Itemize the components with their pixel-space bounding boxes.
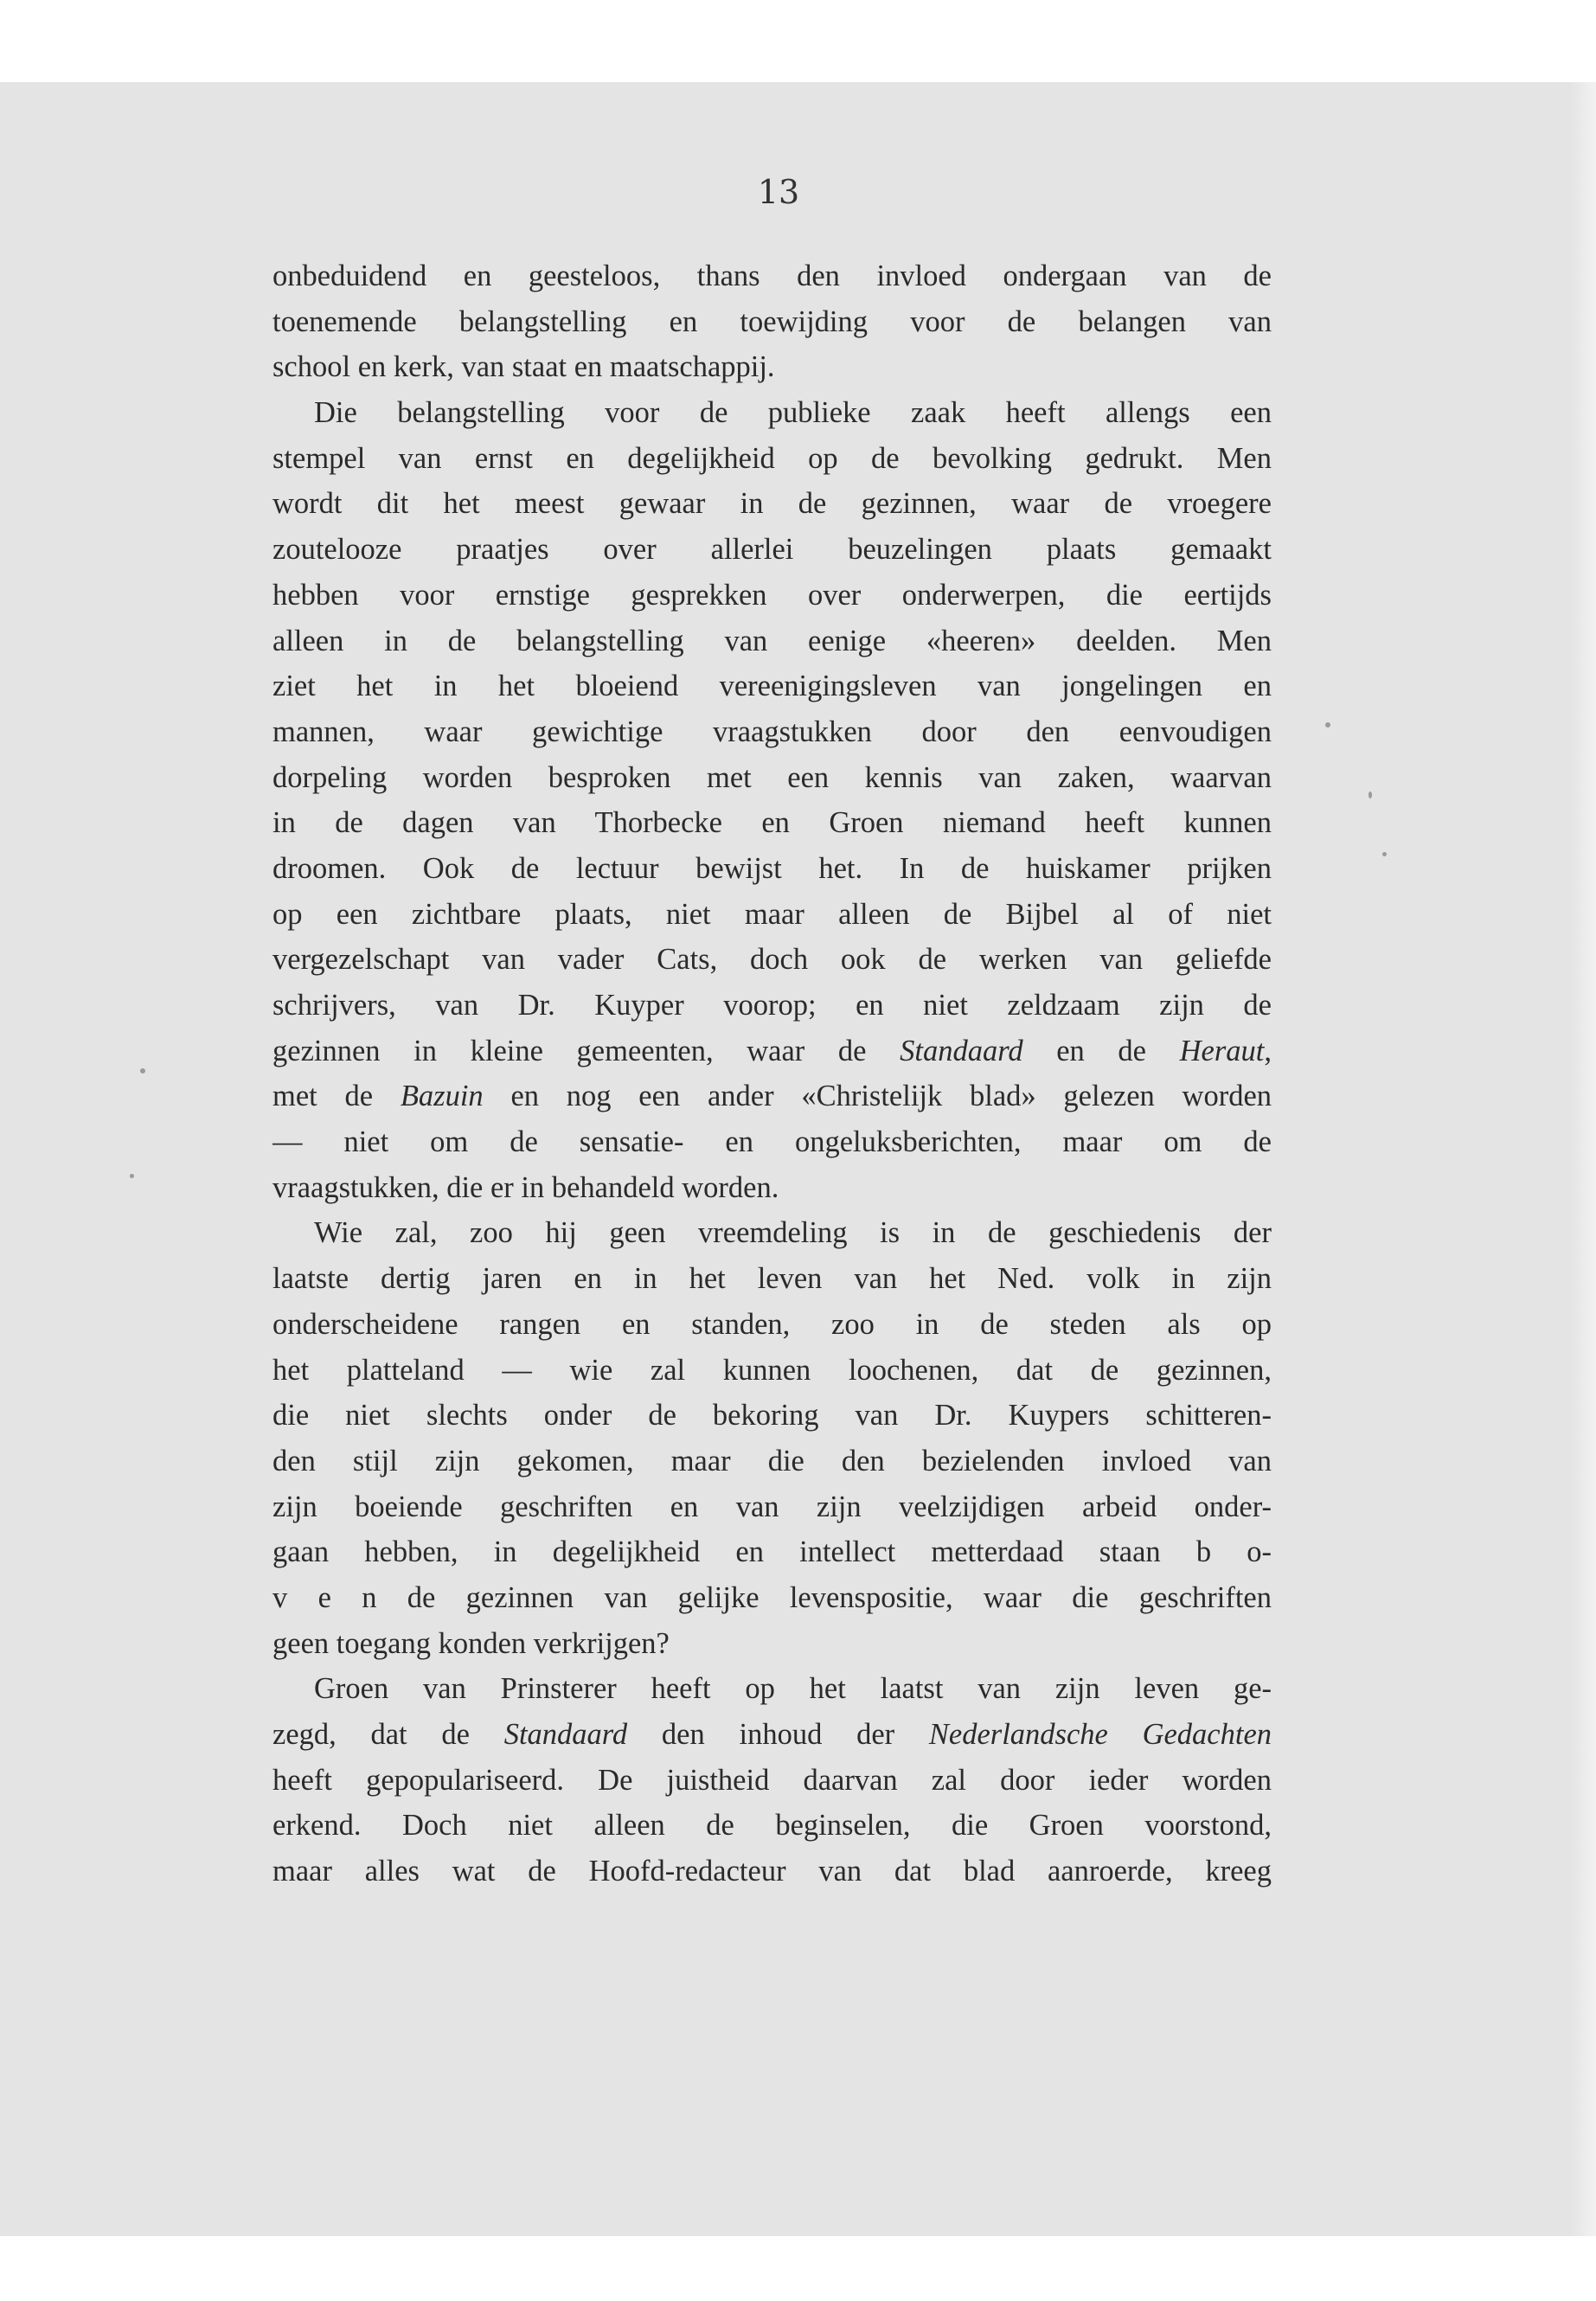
text-segment: droomen. Ook de lectuur bewijst het. In de huiskamer prijken <box>272 851 1272 885</box>
text-segment: vraagstukken, die er in behandeld worden. <box>272 1170 779 1204</box>
text-line <box>272 1621 1272 1667</box>
text-line <box>272 1393 1272 1439</box>
text-line <box>272 1210 1272 1256</box>
text-segment: het platteland — wie zal kunnen loochenen, dat de gezinnen, <box>272 1353 1272 1387</box>
scan-speck <box>140 1068 145 1074</box>
text-line <box>272 1165 1272 1211</box>
text-segment: toenemende belangstelling en toewijding voor de belangen van <box>272 304 1272 338</box>
text-line <box>272 1712 1272 1758</box>
text-line <box>272 983 1272 1029</box>
italic-title: Standaard <box>900 1034 1023 1067</box>
text-segment: heeft gepopulariseerd. De juistheid daarvan zal door ieder worden <box>272 1763 1272 1797</box>
text-segment: onbeduidend en geesteloos, thans den invloed ondergaan van de <box>272 260 1272 292</box>
text-segment: en de <box>1022 1034 1180 1067</box>
text-segment: geen toegang konden verkrijgen? <box>272 1626 670 1660</box>
text-segment: dorpeling worden besproken met een kennis van zaken, waarvan <box>272 760 1272 794</box>
text-line <box>272 299 1272 345</box>
text-line <box>272 573 1272 619</box>
text-segment: alleen in de belangstelling van eenige «heeren» deelden. Men <box>272 624 1272 657</box>
text-line <box>272 1256 1272 1302</box>
text-line <box>272 1484 1272 1530</box>
text-line <box>272 892 1272 938</box>
italic-title: Bazuin <box>400 1080 484 1113</box>
text-line <box>272 1302 1272 1348</box>
italic-title: Nederlandsche Gedachten <box>928 1718 1272 1751</box>
text-line <box>272 755 1272 801</box>
text-line <box>272 1029 1272 1074</box>
text-segment: in de dagen van Thorbecke en Groen niemand heeft kunnen <box>272 806 1272 840</box>
text-segment: Groen van Prinsterer heeft op het laatst van zijn leven ge- <box>314 1672 1272 1706</box>
text-segment: maar alles wat de Hoofd-redacteur van dat blad aanroerde, kreeg <box>272 1855 1272 1888</box>
text-line <box>272 663 1272 709</box>
page-number: 13 <box>757 173 800 211</box>
text-segment: hebben voor ernstige gesprekken over onderwerpen, die eertijds <box>272 578 1272 612</box>
text-line <box>272 619 1272 664</box>
italic-title: Standaard <box>503 1718 628 1751</box>
text-segment: school en kerk, van staat en maatschappij. <box>272 350 775 384</box>
text-line <box>272 1529 1272 1575</box>
text-segment: onderscheidene rangen en standen, zoo in de steden als op <box>272 1307 1272 1341</box>
text-segment: wordt dit het meest gewaar in de gezinnen, waar de vroegere <box>272 487 1272 521</box>
text-segment: gaan hebben, in degelijkheid en intellect metterdaad staan b o- <box>272 1535 1272 1569</box>
text-line <box>272 1849 1272 1894</box>
text-segment: Wie zal, zoo hij geen vreemdeling is in de geschiedenis der <box>314 1216 1272 1250</box>
text-line <box>272 1758 1272 1804</box>
italic-title: Heraut <box>1179 1034 1265 1067</box>
scan-speck <box>1382 852 1387 856</box>
text-segment: laatste dertig jaren en in het leven van het Ned. volk in zijn <box>272 1262 1272 1296</box>
text-line <box>272 846 1272 892</box>
text-line <box>272 344 1272 390</box>
scan-edge <box>1570 82 1596 2236</box>
text-segment: den inhoud der <box>627 1718 929 1751</box>
text-line <box>272 937 1272 983</box>
text-segment: , <box>1264 1034 1272 1067</box>
text-segment: den stijl zijn gekomen, maar die den bezielenden invloed van <box>272 1444 1272 1477</box>
text-line <box>272 1575 1272 1621</box>
text-line <box>272 1439 1272 1484</box>
text-segment: op een zichtbare plaats, niet maar alleen de Bijbel al of niet <box>272 897 1272 931</box>
text-line <box>272 527 1272 573</box>
text-segment: met de <box>272 1080 401 1113</box>
text-segment: vergezelschapt van vader Cats, doch ook de werken van geliefde <box>272 943 1272 977</box>
text-segment: zijn boeiende geschriften en van zijn veelzijdigen arbeid onder- <box>272 1490 1272 1523</box>
text-segment: v e n de gezinnen van gelijke levenspositie, waar die geschriften <box>272 1580 1272 1614</box>
text-segment: Die belangstelling voor de publieke zaak heeft allengs een <box>314 396 1272 430</box>
text-segment: zegd, dat de <box>272 1718 504 1751</box>
text-segment: stempel van ernst en degelijkheid op de bevolking gedrukt. Men <box>272 441 1272 475</box>
text-line <box>272 1119 1272 1165</box>
text-segment: mannen, waar gewichtige vraagstukken door den eenvoudigen <box>272 715 1272 748</box>
text-segment: erkend. Doch niet alleen de beginselen, die Groen voorstond, <box>272 1809 1272 1843</box>
text-line <box>272 253 1272 299</box>
text-line <box>272 1803 1272 1849</box>
text-segment: — niet om de sensatie- en ongeluksberichten, maar om de <box>272 1125 1272 1159</box>
text-line <box>272 709 1272 755</box>
body-text <box>272 253 1272 1894</box>
text-segment: zoutelooze praatjes over allerlei beuzelingen plaats gemaakt <box>272 533 1272 567</box>
text-segment: schrijvers, van Dr. Kuyper voorop; en niet zeldzaam zijn de <box>272 989 1272 1022</box>
text-line <box>272 1666 1272 1712</box>
text-line <box>272 1074 1272 1119</box>
text-line <box>272 436 1272 482</box>
text-segment: die niet slechts onder de bekoring van Dr. Kuypers schitteren- <box>272 1399 1272 1433</box>
text-line <box>272 800 1272 846</box>
text-line <box>272 1348 1272 1394</box>
scan-speck <box>130 1174 134 1178</box>
text-segment: gezinnen in kleine gemeenten, waar de <box>272 1034 901 1067</box>
text-segment: ziet het in het bloeiend vereenigingsleven van jongelingen en <box>272 670 1272 703</box>
text-segment: en nog een ander «Christelijk blad» gelezen worden <box>483 1080 1272 1113</box>
scan-speck <box>1325 722 1330 727</box>
text-line <box>272 390 1272 436</box>
scan-speck <box>1368 792 1372 798</box>
text-line <box>272 481 1272 527</box>
